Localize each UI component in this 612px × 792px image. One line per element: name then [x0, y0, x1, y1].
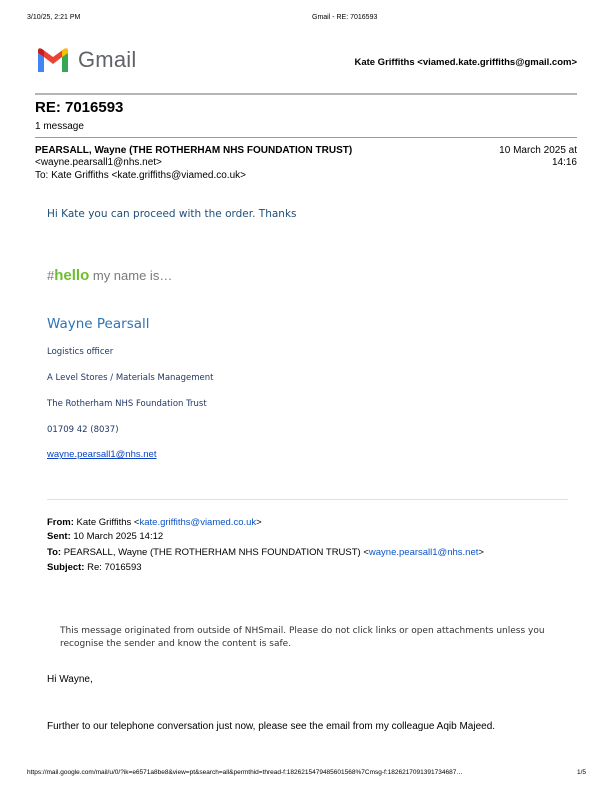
forward-from-label: From: — [47, 517, 74, 528]
print-page-number: 1/5 — [576, 769, 586, 776]
forward-to-label: To: — [47, 547, 62, 558]
signature-department: A Level Stores / Materials Management — [47, 373, 214, 383]
print-footer-url: https://mail.google.com/mail/u/0/?ik=e6571a8be8&view=pt&search=all&permthid=thread-f:1826215479485601568%7Cmsg-f:1826217091391734687… — [27, 769, 463, 776]
signature-email-link[interactable]: wayne.pearsall1@nhs.net — [47, 449, 157, 460]
forward-sent-label: Sent: — [47, 531, 71, 542]
forward-to — [47, 547, 484, 558]
forward-divider — [47, 499, 568, 500]
gmail-logo-icon — [36, 46, 70, 74]
message-date-line1: 10 March 2025 at — [499, 145, 577, 156]
header-divider — [35, 93, 577, 95]
subject-divider — [35, 137, 577, 138]
signature-phone: 01709 42 (8037) — [47, 425, 119, 435]
forward-to-value: PEARSALL, Wayne (THE ROTHERHAM NHS FOUNDATION TRUST) < — [61, 547, 369, 558]
hello-logo-rest: my name is… — [89, 268, 173, 283]
signature-name: Wayne Pearsall — [47, 316, 150, 332]
forward-subject-value: Re: 7016593 — [84, 562, 142, 573]
message-count: 1 message — [35, 121, 84, 132]
account-identity: Kate Griffiths <viamed.kate.griffiths@gmail.com> — [354, 57, 577, 68]
reply-greeting: Hi Wayne, — [47, 674, 93, 685]
reply-body-line: Further to our telephone conversation just now, please see the email from my colleague Aqib Majeed. — [47, 721, 496, 732]
message-date — [499, 145, 577, 169]
forward-from — [47, 517, 262, 528]
gmail-wordmark: Gmail — [78, 47, 137, 72]
print-datetime: 3/10/25, 2:21 PM — [27, 14, 81, 21]
forward-from-value: Kate Griffiths < — [73, 517, 140, 528]
signature-title: Logistics officer — [47, 347, 114, 357]
hello-logo-hash: # — [47, 268, 55, 283]
recipient-line: To: Kate Griffiths <kate.griffiths@viamed.co.uk> — [35, 170, 246, 181]
forward-to-close: > — [478, 547, 484, 558]
hello-my-name-is-logo — [47, 267, 172, 284]
signature-organisation: The Rotherham NHS Foundation Trust — [47, 399, 207, 409]
forward-subject-label: Subject: — [47, 562, 85, 573]
message-date-line2: 14:16 — [551, 157, 577, 168]
forward-sent — [47, 531, 163, 542]
sender-name[interactable]: PEARSALL, Wayne (THE ROTHERHAM NHS FOUNDATION TRUST) — [35, 145, 353, 156]
external-sender-notice: This message originated from outside of NHSmail. Please do not click links or open attachments unless you recognise the sender and know the content is safe. — [60, 626, 545, 649]
forward-subject — [47, 562, 142, 573]
print-page-title: Gmail - RE: 7016593 — [312, 14, 378, 21]
thread-subject: RE: 7016593 — [35, 99, 124, 116]
hello-logo-hello: hello — [54, 267, 90, 284]
sender-email[interactable]: <wayne.pearsall1@nhs.net> — [35, 157, 162, 168]
forward-from-email-link[interactable]: kate.griffiths@viamed.co.uk — [139, 517, 257, 528]
forward-sent-value: 10 March 2025 14:12 — [70, 531, 164, 542]
message-body: Hi Kate you can proceed with the order. Thanks — [47, 208, 297, 220]
forward-from-close: > — [256, 517, 262, 528]
forward-to-email-link[interactable]: wayne.pearsall1@nhs.net — [368, 547, 479, 558]
